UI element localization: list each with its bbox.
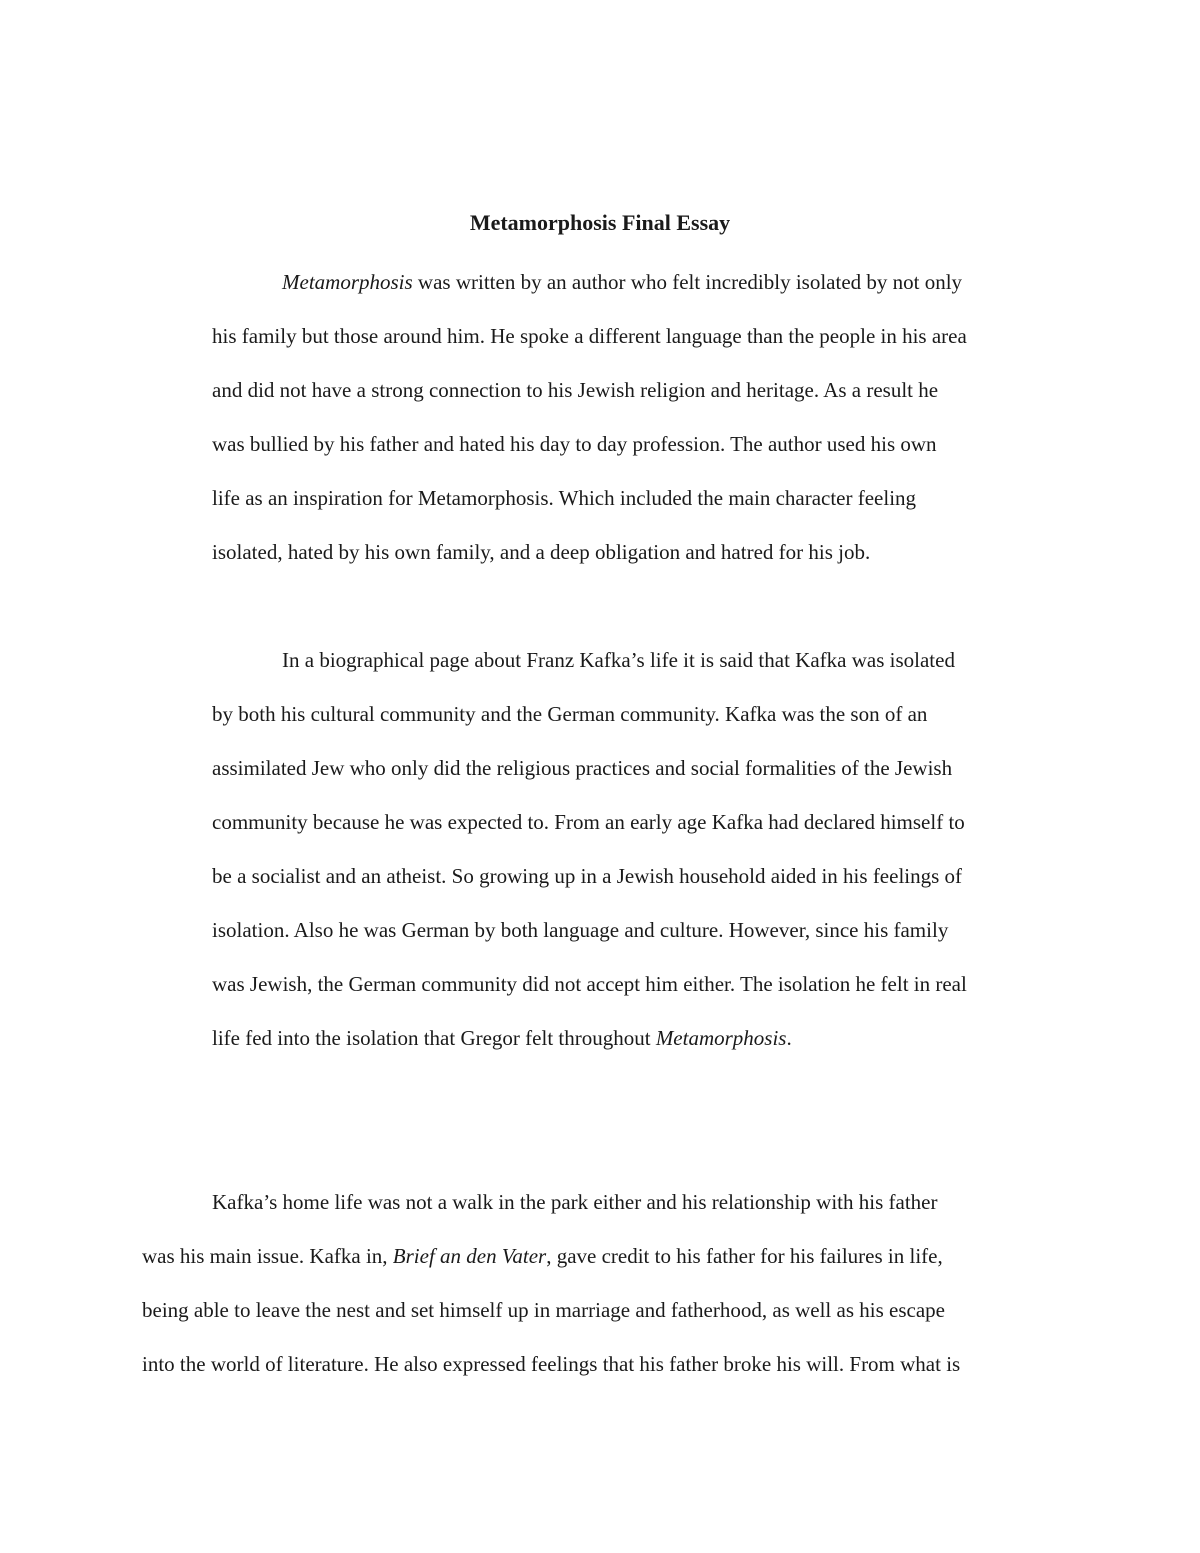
text-run: life fed into the isolation that Gregor felt throughout: [212, 1026, 656, 1050]
text-line: [212, 471, 967, 525]
text-run: was bullied by his father and hated his day to day profession. The author used his own: [212, 432, 937, 456]
text-run: , gave credit to his father for his failures in life,: [546, 1244, 943, 1268]
text-run: community because he was expected to. From an early age Kafka had declared himself to: [212, 810, 965, 834]
document-title: Metamorphosis Final Essay: [469, 210, 731, 235]
text-run: and did not have a strong connection to his Jewish religion and heritage. As a result he: [212, 378, 939, 402]
text-run: isolation. Also he was German by both language and culture. However, since his family: [212, 918, 949, 942]
text-run: Kafka’s home life was not a walk in the park either and his relationship with his father: [212, 1190, 938, 1214]
text-line: [212, 849, 967, 903]
paragraph-2: [212, 633, 967, 1065]
italic-title-text: Metamorphosis: [282, 270, 413, 294]
text-run: his family but those around him. He spoke a different language than the people in his area: [212, 324, 967, 348]
text-line: [212, 903, 967, 957]
text-line: [212, 795, 967, 849]
text-line: [212, 957, 967, 1011]
text-run: life as an inspiration for Metamorphosis. Which included the main character feeling: [212, 486, 917, 510]
italic-title-text: Metamorphosis: [655, 1026, 787, 1050]
text-line: [212, 687, 967, 741]
text-line: [212, 1011, 967, 1065]
text-run: by both his cultural community and the German community. Kafka was the son of an: [212, 702, 928, 726]
text-line: [212, 525, 967, 579]
text-run: .: [786, 1026, 792, 1050]
text-line: [142, 1175, 960, 1229]
text-line: [212, 363, 967, 417]
text-run: isolated, hated by his own family, and a deep obligation and hatred for his job.: [212, 540, 871, 564]
text-line: [212, 255, 967, 309]
text-line: [212, 633, 967, 687]
text-line: [142, 1337, 960, 1391]
text-run: was his main issue. Kafka in,: [142, 1244, 393, 1268]
italic-title-text: Brief an den Vater: [392, 1244, 547, 1268]
text-run: In a biographical page about Franz Kafka’s life it is said that Kafka was isolated: [282, 648, 955, 672]
text-line: [212, 309, 967, 363]
text-line: [142, 1229, 960, 1283]
text-run: assimilated Jew who only did the religious practices and social formalities of the Jewish: [212, 756, 953, 780]
text-line: [142, 1283, 960, 1337]
text-run: be a socialist and an atheist. So growing up in a Jewish household aided in his feelings of: [212, 864, 963, 888]
text-run: being able to leave the nest and set himself up in marriage and fatherhood, as well as his escape: [142, 1298, 945, 1322]
paragraph-1: [212, 255, 967, 579]
text-run: was Jewish, the German community did not accept him either. The isolation he felt in real: [212, 972, 967, 996]
text-run: was written by an author who felt incredibly isolated by not only: [412, 270, 963, 294]
text-line: [212, 417, 967, 471]
text-run: into the world of literature. He also expressed feelings that his father broke his will. From what is: [142, 1352, 961, 1376]
paragraph-3: [142, 1175, 960, 1391]
text-line: [212, 741, 967, 795]
